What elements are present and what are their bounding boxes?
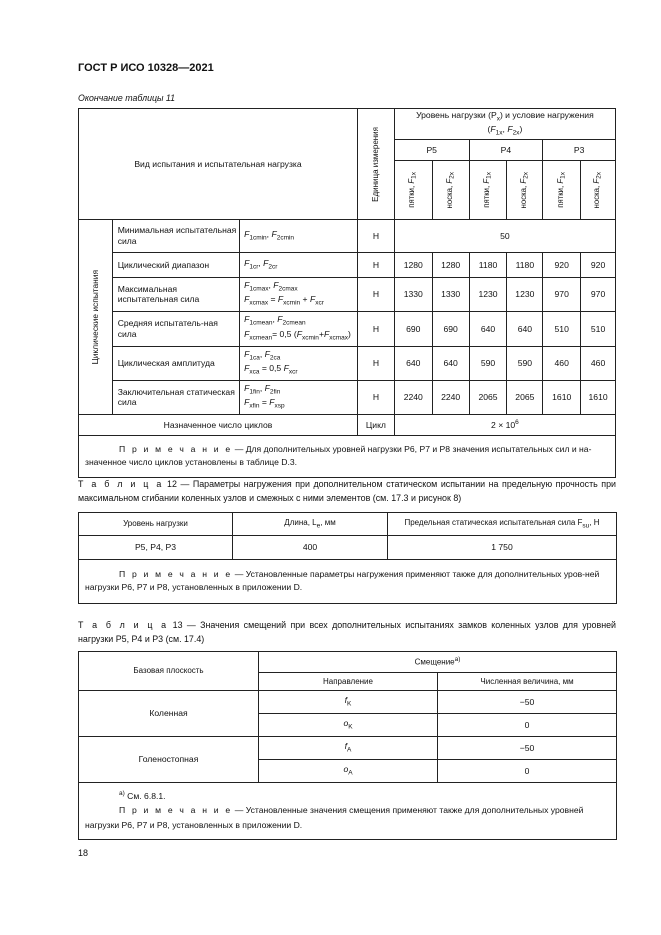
cell-value: 640 [394,346,432,380]
cell-value: 2240 [432,380,469,414]
level-p5: P5 [394,140,469,161]
subcol-toe-p3: носка, $F_{2x}$ [581,161,616,220]
cell-value: 970 [581,278,616,312]
toe-label: носка [592,187,602,209]
cell-value: 0 [438,714,617,737]
cell-value: 640 [432,346,469,380]
page-number: 18 [78,848,89,858]
col-shift-sup: a) [454,656,461,664]
note-text: — Для дополнительных уровней нагрузки Р6, Р7 и Р8 значения испытательных сил и на-значенное число циклов установлены в таблице D.3. [85,443,592,467]
table-12-caption [78,478,616,506]
dir-sub: A [347,746,352,754]
cell-value: 1180 [469,253,507,278]
cell-value: 1610 [543,380,581,414]
note-text: — Установленные значения смещения применяют также для дополнительных уровней нагрузки Р6, Р7 и Р8, установленных в приложении D. [85,805,584,831]
caption-text: 13 — Значения смещений при всех дополнительных испытаниях замков коленных узлов для уровней нагрузки P5, P4 и P3 (см. 17.4) [78,620,616,644]
direction [259,714,438,737]
table-row [79,278,616,312]
level-p4: P4 [469,140,543,161]
note-text: — Установленные параметры нагружения применяют также для дополнительных уров-ней нагрузки Р6, Р7 и Р8, установленных в приложении D. [85,568,600,592]
table-row [79,346,616,380]
toe-label: носка [519,187,529,209]
table-13 [78,651,617,840]
base-knee: Коленная [79,691,259,737]
cell-value: 1280 [394,253,432,278]
col-header-level: Уровень нагрузки $(P_x)$ и условие нагружения ($F_{1x}$, $F_{2x}$) [394,109,615,140]
dir-symbol: f [344,695,348,706]
cell-value: −50 [438,691,617,714]
cell-value: 1230 [507,278,543,312]
subcol-toe-p5: носка, $F_{2x}$ [432,161,469,220]
note-label: П р и м е ч а н и е [119,443,233,454]
direction [259,691,438,714]
col-shift-text: Смещение [414,657,455,667]
cell-value: 510 [581,311,616,346]
cell-value: 510 [543,311,581,346]
cell-value: 400 [233,536,388,560]
row-name: Минимальная испытательная сила [112,220,239,253]
heel-label: пятки [482,188,492,208]
col2-sub: e [316,522,321,530]
cell-value: 1330 [432,278,469,312]
cell-value: −50 [438,737,617,760]
col2-unit: , мм [320,517,336,527]
table-row [79,311,616,346]
cell-value: 2240 [394,380,432,414]
cell-value: 1180 [507,253,543,278]
row-unit: Н [358,311,395,346]
base-ankle: Голеностопная [79,737,259,783]
col-header-force [388,513,617,536]
cell-value: 2065 [507,380,543,414]
dir-sub: A [348,769,353,777]
cycles-value [394,414,615,435]
table-row [79,536,617,560]
note-label: П р и м е ч а н и е [119,568,233,579]
heel-label: пятки [407,188,417,208]
col-header-value: Численная величина, мм [438,673,617,691]
cell-value: 1230 [469,278,507,312]
cell-value: 640 [469,311,507,346]
row-formula: $F_{1ca}$, $F_{2ca}$ $F_{xca} = 0,5$ $F_{xcr}$ [240,346,358,380]
table-note [79,435,616,477]
table-11 [78,108,616,478]
cell-value: 690 [432,311,469,346]
cell-value: 1 750 [388,536,617,560]
col3-unit: , Н [589,517,600,527]
table-row [79,737,617,760]
caption-label: Т а б л и ц а [78,479,164,489]
table-13-caption [78,619,616,647]
row-unit: Н [358,220,395,253]
toe-label: носка [444,187,454,209]
cell-value: 590 [507,346,543,380]
cell-value: 460 [543,346,581,380]
direction [259,737,438,760]
table-row [79,380,616,414]
cell-value: 640 [507,311,543,346]
note-label: П р и м е ч а н и е [119,805,233,816]
dir-symbol: o [343,764,349,775]
row-formula: $F_{1fin}$, $F_{2fin}$ $F_{xfin} = F_{xsp}$ [240,380,358,414]
row-formula: $F_{1cmin}$, $F_{2cmin}$ [240,220,358,253]
row-unit: Н [358,380,395,414]
cell-value: 0 [438,760,617,783]
cell-value: 920 [543,253,581,278]
cell-value: 590 [469,346,507,380]
row-unit: Н [358,346,395,380]
table-row [79,220,616,253]
table-continuation-label: Окончание таблицы 11 [78,93,176,103]
direction [259,760,438,783]
table-note [79,560,617,604]
col3-sub: su [582,522,590,530]
col2-text: Длина, L [284,517,317,527]
row-name: Циклический диапазон [112,253,239,278]
cell-value: 460 [581,346,616,380]
row-formula: $F_{1cmax}$, $F_{2cmax}$ $F_{xcmax} = F_{xcmin} + F_{xcr}$ [240,278,358,312]
row-name: Циклическая амплитуда [112,346,239,380]
heel-label: пятки [555,188,565,208]
dir-sub: K [348,723,353,731]
cell-value: 970 [543,278,581,312]
col-header-base: Базовая плоскость [79,652,259,691]
row-value-merged: 50 [394,220,615,253]
level-p3: P3 [543,140,616,161]
cycles-unit: Цикл [358,414,395,435]
col-header-test-text: Вид испытания и испытательная нагрузка [134,158,302,169]
col-header-length [233,513,388,536]
dir-sub: K [347,700,352,708]
table-12 [78,512,617,604]
group-label-cyclic [79,220,113,415]
col-header-shift [259,652,617,673]
table-row [79,414,616,435]
cycles-exponent: 6 [515,419,519,427]
row-formula: $F_{1cr}$, $F_{2cr}$ [240,253,358,278]
subcol-heel-p3: пятки, $F_{1x}$ [543,161,581,220]
dir-symbol: f [344,741,348,752]
group-label-text: Циклические испытания [90,269,101,365]
col3-text: Предельная статическая испытательная сила F [404,517,583,527]
col-header-unit [358,109,395,220]
subcol-heel-p5: пятки, $F_{1x}$ [394,161,432,220]
cell-value: 690 [394,311,432,346]
cell-value: 2065 [469,380,507,414]
col-header-direction: Направление [259,673,438,691]
col-header-level: Уровень нагрузки [79,513,233,536]
subcol-heel-p4: пятки, $F_{1x}$ [469,161,507,220]
cycles-label: Назначенное число циклов [79,414,358,435]
cycles-value-text: 2 × 10 [491,419,516,430]
cell-value: 1610 [581,380,616,414]
row-unit: Н [358,253,395,278]
row-formula: $F_{1cmean}$, $F_{2cmean}$ $F_{xcmean}= 0,5$ $(F_{xcmin}+F_{xcmax})$ [240,311,358,346]
cell-value: 1280 [432,253,469,278]
cell-value: P5, P4, P3 [79,536,233,560]
subcol-toe-p4: носка, $F_{2x}$ [507,161,543,220]
cell-value: 920 [581,253,616,278]
row-name: Максимальная испытательная сила [112,278,239,312]
cell-value: 1330 [394,278,432,312]
table-footnote-and-note [79,783,617,840]
table-row [79,253,616,278]
col-header-unit-text: Единица измерения [370,126,380,202]
footnote-text: См. 6.8.1. [124,790,166,801]
document-header: ГОСТ Р ИСО 10328—2021 [78,62,214,74]
footnote-mark: a) [119,790,125,797]
table-row [79,691,617,714]
row-name: Средняя испытатель-ная сила [112,311,239,346]
row-name: Заключительная статическая сила [112,380,239,414]
dir-symbol: o [343,718,349,729]
caption-text: 12 — Параметры нагружения при дополнительном статическом испытании на предельную прочность при максимальном сгибании коленных узлов и смежных с ними элементов (см. 17.3 и рисунок 8) [78,479,616,503]
col-header-test [79,109,358,220]
caption-label: Т а б л и ц а [78,620,169,630]
level-header-text: Уровень нагрузки (P [416,109,497,120]
row-unit: Н [358,278,395,312]
